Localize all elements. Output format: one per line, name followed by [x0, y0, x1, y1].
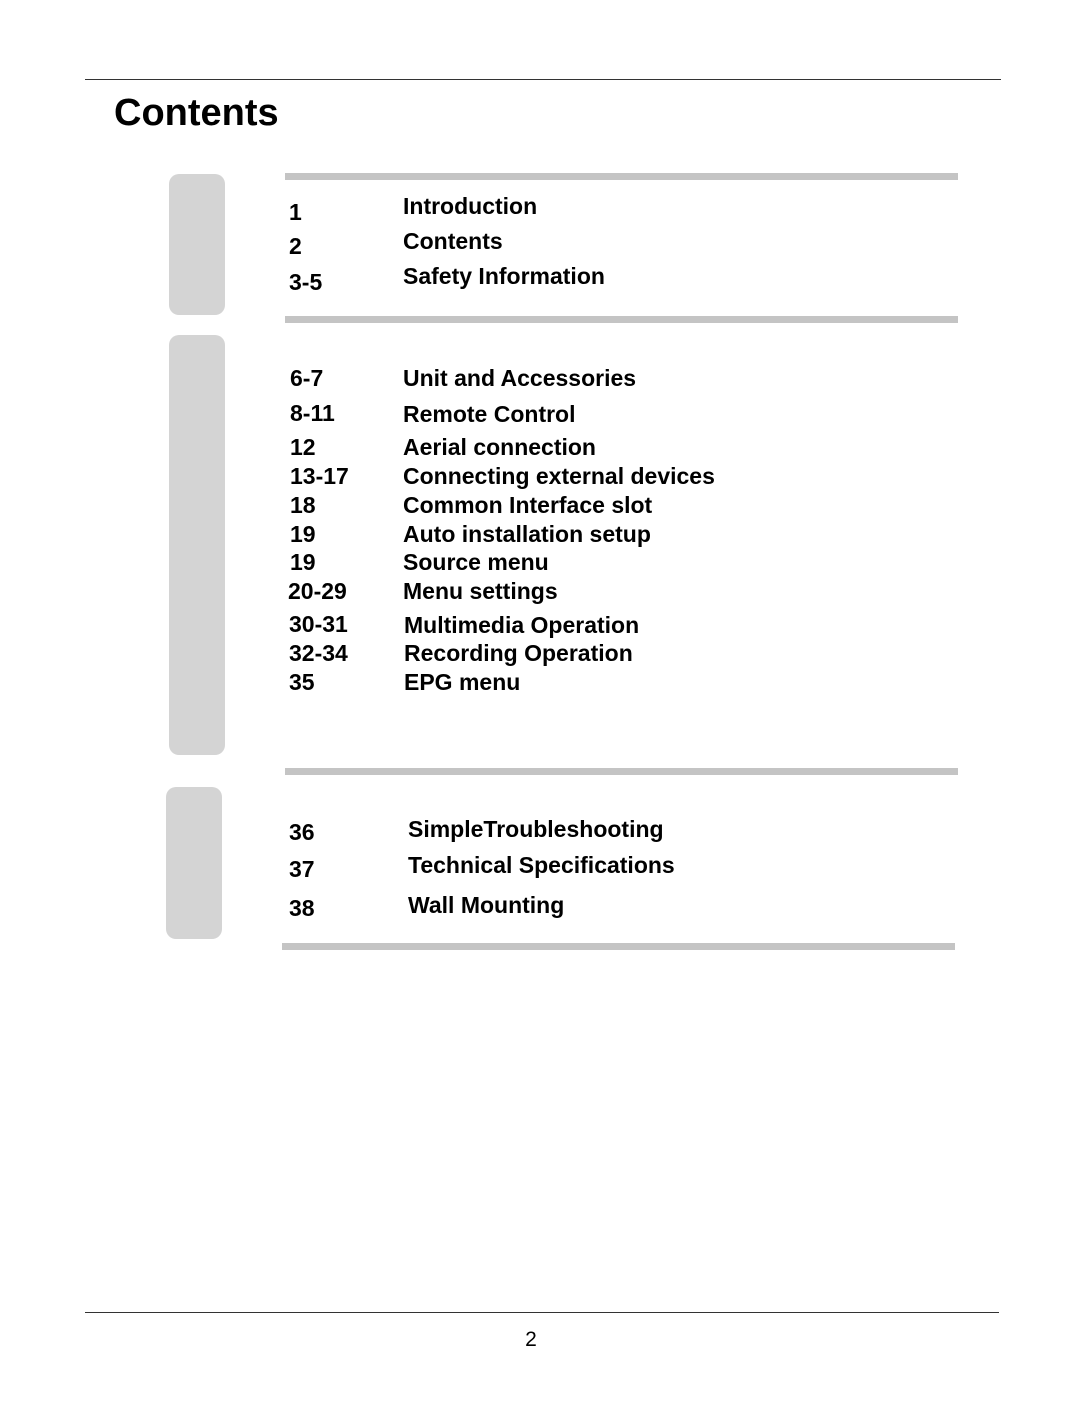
toc-page-number: 38: [289, 895, 315, 921]
section-divider-1: [285, 316, 958, 323]
toc-page-number: 37: [289, 856, 315, 882]
toc-page-number: 20-29: [288, 578, 347, 604]
toc-entry-title: Technical Specifications: [408, 852, 675, 878]
page-title: Contents: [114, 92, 279, 134]
toc-entry-title: Recording Operation: [404, 640, 633, 666]
toc-entry-title: Wall Mounting: [408, 892, 565, 918]
toc-entry-title: Remote Control: [403, 401, 576, 427]
toc-entry-title: Source menu: [403, 549, 549, 575]
toc-page-number: 32-34: [289, 640, 348, 666]
toc-page-number: 19: [290, 521, 316, 547]
toc-page-number: 19: [290, 549, 316, 575]
toc-entry-title: Introduction: [403, 193, 538, 219]
toc-entry-title: Common Interface slot: [403, 492, 653, 518]
page-number: 2: [525, 1328, 537, 1351]
toc-page-number: 1: [289, 199, 302, 225]
toc-page-number: 2: [289, 233, 302, 259]
toc-entry-title: Multimedia Operation: [404, 612, 640, 638]
section-tab-1: [169, 174, 225, 315]
toc-entry-title: Connecting external devices: [403, 463, 715, 489]
footer-rule: [85, 1312, 999, 1313]
toc-entry-title: Safety Information: [403, 263, 605, 289]
toc-entry-title: Unit and Accessories: [403, 365, 637, 391]
toc-page-number: 35: [289, 669, 315, 695]
toc-page-number: 18: [290, 492, 316, 518]
toc-entry-title: Aerial connection: [403, 434, 596, 460]
section-divider-top: [285, 173, 958, 180]
header-rule: [85, 79, 1001, 80]
section-tab-2: [169, 335, 225, 755]
section-divider-bottom: [282, 943, 955, 950]
toc-page-number: 30-31: [289, 611, 348, 637]
toc-entry-title: Contents: [403, 228, 503, 254]
toc-page-number: 6-7: [290, 365, 324, 391]
toc-entry-title: EPG menu: [404, 669, 521, 695]
section-divider-2: [285, 768, 958, 775]
toc-page-number: 12: [290, 434, 316, 460]
section-tab-3: [166, 787, 222, 939]
toc-page-number: 36: [289, 819, 315, 845]
toc-page-number: 8-11: [290, 400, 335, 426]
toc-entry-title: SimpleTroubleshooting: [408, 816, 664, 842]
toc-entry-title: Auto installation setup: [403, 521, 651, 547]
toc-page-number: 3-5: [289, 269, 323, 295]
toc-entry-title: Menu settings: [403, 578, 558, 604]
toc-page-number: 13-17: [290, 463, 349, 489]
